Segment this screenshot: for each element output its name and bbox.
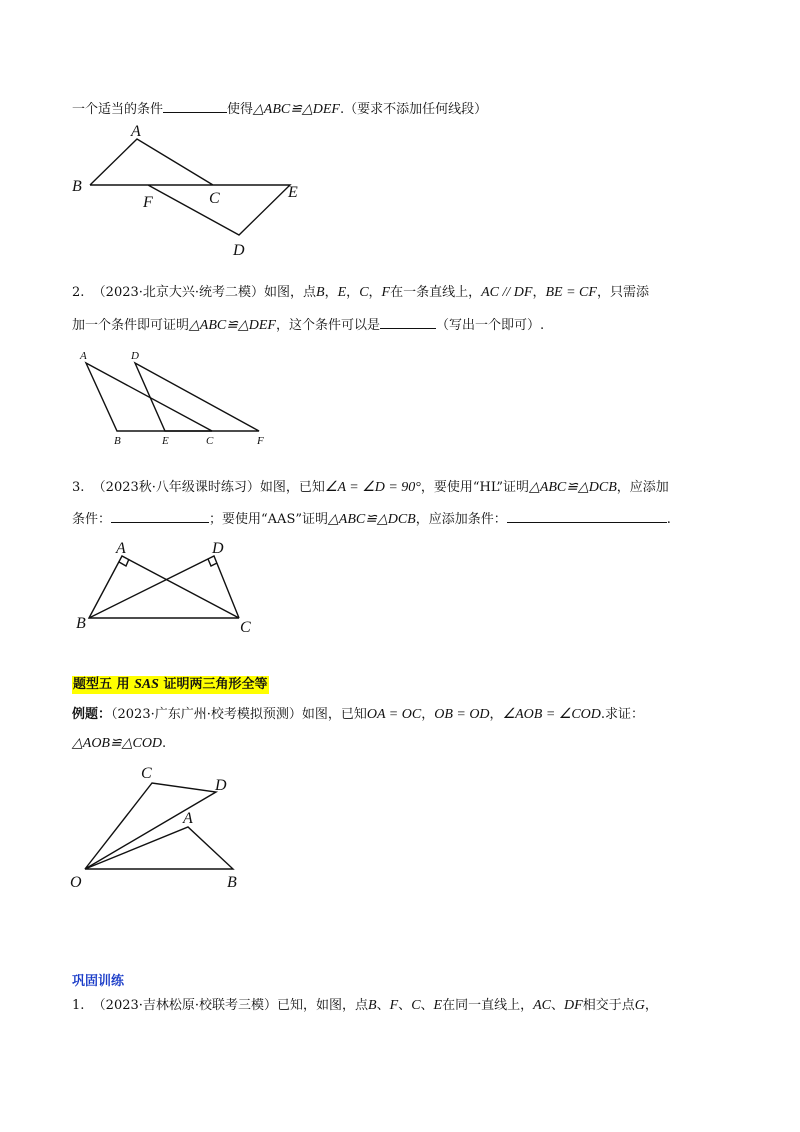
label-D: D — [233, 242, 245, 259]
consolidate-question-1: 1. （2023·吉林松原·校联考三模）已知，如图，点B、F、C、E在同一直线上，AC、DF相交于点G， — [72, 998, 658, 1013]
answer-blank[interactable] — [380, 314, 436, 329]
label-B: B — [114, 435, 121, 447]
label-C: C — [209, 190, 220, 207]
label-A: A — [131, 123, 141, 140]
question-2-line-1: 2. （2023·北京大兴·统考二模）如图，点B，E，C，F在一条直线上，AC // DF，BE = CF，只需添 — [72, 285, 649, 300]
label-A: A — [116, 540, 126, 557]
triangle-abc — [86, 363, 212, 431]
question-fragment-line: 一个适当的条件 使得△ABC≌△DEF.（要求不添加任何线段） — [72, 98, 740, 120]
label-C: C — [141, 765, 152, 782]
figure-3-diagram — [72, 538, 262, 638]
figure-3 — [72, 538, 262, 638]
label-D: D — [131, 350, 139, 362]
triangle-def — [135, 363, 259, 431]
figure-4 — [68, 762, 258, 892]
figure-2 — [72, 348, 277, 448]
triangle-dbc — [89, 556, 239, 618]
answer-blank[interactable] — [163, 98, 227, 113]
triangle-abc — [89, 556, 239, 618]
label-A: A — [80, 350, 87, 362]
section-title-consolidate: 巩固训练 — [72, 974, 125, 989]
answer-blank-hl[interactable] — [111, 508, 209, 523]
label-B: B — [72, 178, 82, 195]
label-E: E — [288, 184, 298, 201]
label-C: C — [240, 619, 251, 636]
triangles-abc-def — [90, 139, 290, 235]
triangle-aob — [85, 827, 233, 869]
section-heading-type5: 题型五 用 SAS 证明两三角形全等 — [73, 677, 268, 692]
math-expression: △ABC≌△DEF — [253, 102, 340, 117]
example-line-2: △AOB≌△COD. — [72, 736, 167, 751]
label-A: A — [183, 810, 193, 827]
label-F: F — [257, 435, 264, 447]
label-O: O — [70, 874, 82, 891]
label-B: B — [76, 615, 86, 632]
figure-1 — [68, 118, 318, 263]
figure-1-diagram — [68, 118, 318, 263]
question-3-line-1: 3. （2023秋·八年级课时练习）如图，已知∠A = ∠D = 90°，要使用“HL”证明△ABC≌△DCB，应添加 — [72, 480, 669, 495]
example-line-1: 例题：（2023·广东广州·校考模拟预测）如图，已知OA = OC，OB = OD，∠AOB = ∠COD.求证： — [72, 707, 645, 722]
triangle-cod — [85, 783, 216, 869]
question-2-line-2: 加一个条件即可证明△ABC≌△DEF，这个条件可以是 （写出一个即可）. — [72, 314, 740, 336]
question-3-line-2: 条件： ；要使用“AAS”证明△ABC≌△DCB，应添加条件： . — [72, 508, 740, 530]
label-F: F — [143, 194, 153, 211]
answer-blank-aas[interactable] — [507, 508, 667, 523]
figure-2-diagram — [72, 348, 277, 448]
label-D: D — [215, 777, 227, 794]
label-C: C — [206, 435, 214, 447]
label-B: B — [227, 874, 237, 891]
figure-4-diagram — [68, 762, 258, 892]
label-D: D — [212, 540, 224, 557]
label-E: E — [162, 435, 169, 447]
